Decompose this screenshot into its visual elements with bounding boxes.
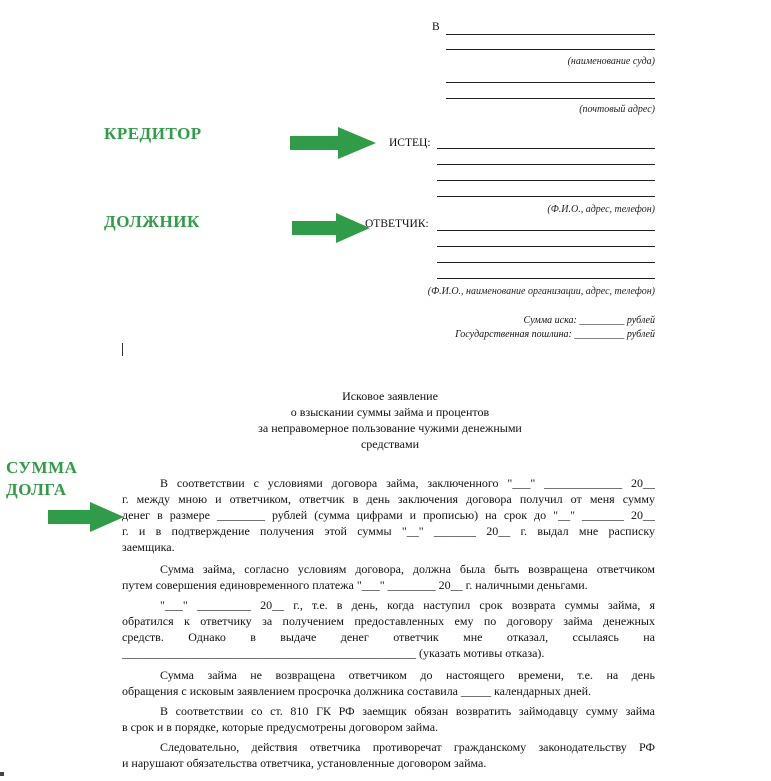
title-line-4: средствами: [360, 437, 420, 451]
paragraph-1-line-1: В соответствии с условиями договора займа, заключенного "___" _____________ 20__: [160, 476, 655, 490]
defendant-caption: (Ф.И.О., наименование организации, адрес, телефон): [427, 286, 655, 297]
paragraph-2-line-2: путем совершения единовременного платежа "___" ________ 20__ г. наличными деньгами.: [122, 578, 588, 592]
paragraph-1-line-4: г. и в подтверждение получения этой суммы "__" _______ 20__ г. выдал мне расписку: [122, 524, 655, 538]
plaintiff-line-2: [437, 164, 655, 165]
paragraph-3-line-3: средств. Однако в выдаче денег ответчик мне отказал, ссылаясь на: [122, 630, 655, 644]
state-fee: Государственная пошлина: __________ рублей: [455, 329, 655, 340]
defendant-label: ОТВЕТЧИК:: [365, 218, 429, 230]
paragraph-1-line-2: г. между мною и ответчиком, ответчик в день заключения договора получил от меня сумму: [122, 492, 655, 506]
defendant-line-1: [437, 230, 655, 231]
paragraph-1-line-5: заемщика.: [122, 540, 175, 554]
address-caption: (почтовый адрес): [579, 104, 655, 115]
plaintiff-line-3: [437, 180, 655, 181]
creditor-annotation: КРЕДИТОР: [104, 124, 202, 143]
plaintiff-caption: (Ф.И.О., адрес, телефон): [547, 204, 655, 215]
claim-sum: Сумма иска: _________ рублей: [523, 315, 655, 326]
debt-amount-annotation-line-1: СУММА: [6, 458, 78, 477]
plaintiff-label: ИСТЕЦ:: [389, 137, 431, 149]
paragraph-6-line-2: и нарушают обязательства ответчика, установленные договором займа.: [122, 756, 487, 770]
title-line-2: о взыскании суммы займа и процентов: [290, 405, 490, 419]
defendant-line-4: [437, 278, 655, 279]
paragraph-5-line-1: В соответствии со ст. 810 ГК РФ заемщик обязан возвратить займодавцу сумму займа: [160, 704, 655, 718]
debtor-annotation: ДОЛЖНИК: [104, 212, 200, 231]
defendant-line-3: [437, 262, 655, 263]
plaintiff-line-4: [437, 196, 655, 197]
court-line-1: [446, 34, 655, 35]
court-caption: (наименование суда): [567, 56, 655, 67]
address-line-1: [446, 82, 655, 83]
arrow-right-icon: [290, 127, 376, 159]
paragraph-4-line-2: обращения с исковым заявлением просрочка должника составила _____ календарных дней.: [122, 684, 592, 698]
court-prefix: В: [432, 21, 440, 33]
address-line-2: [446, 98, 655, 99]
paragraph-3-line-4: _________________________________________________ (указать мотивы отказа).: [122, 646, 545, 660]
text-cursor: [122, 343, 123, 356]
court-line-2: [446, 49, 655, 50]
title-line-1: Исковое заявление: [342, 389, 438, 403]
plaintiff-line-1: [437, 148, 655, 149]
paragraph-3-line-1: "___" _________ 20__ г., т.е. в день, когда наступил срок возврата суммы займа, я: [160, 598, 655, 612]
paragraph-5-line-2: в срок и в порядке, которые предусмотрены договором займа.: [122, 720, 439, 734]
paragraph-3-line-2: обратился к ответчику за получением предоставленных ему по договору займа денежных: [122, 614, 655, 628]
debt-amount-annotation-line-2: ДОЛГА: [6, 480, 67, 499]
margin-marker: [0, 772, 4, 776]
arrow-right-icon: [292, 213, 370, 243]
arrow-right-icon: [48, 502, 124, 532]
defendant-line-2: [437, 246, 655, 247]
paragraph-4-line-1: Сумма займа не возвращена ответчиком до настоящего времени, т.е. на день: [160, 668, 655, 682]
paragraph-6-line-1: Следовательно, действия ответчика противоречат гражданскому законодательству РФ: [160, 740, 655, 754]
paragraph-2-line-1: Сумма займа, согласно условиям договора, должна была быть возвращена ответчиком: [160, 562, 655, 576]
paragraph-1-line-3: денег в размере ________ рублей (сумма цифрами и прописью) на срок до "__" _______ 20__: [122, 508, 655, 522]
title-line-3: за неправомерное пользование чужими денежными: [258, 421, 522, 435]
